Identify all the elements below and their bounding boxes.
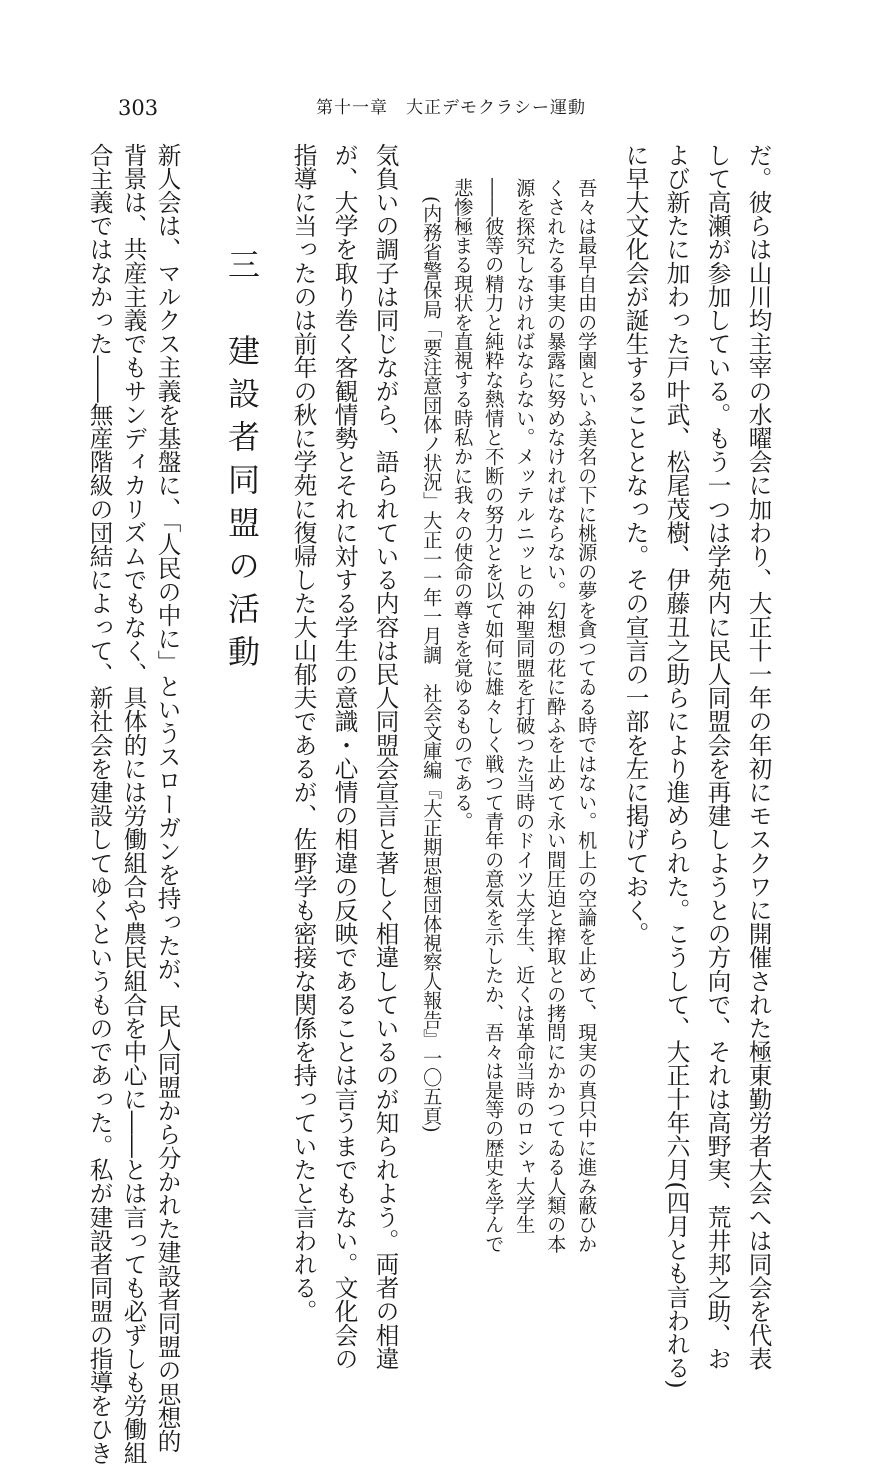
body-text-line: が、大学を取り巻く客観情勢とそれに対する学生の意識・心情の相違の反映であることは言うまでもない。文化会の [330, 143, 359, 1371]
body-text-line: に早大文化会が誕生することとなった。その宣言の一部を左に掲げておく。 [621, 143, 650, 946]
page-number: 303 [118, 96, 159, 120]
body-text-line: だ。彼らは山川均主宰の水曜会に加わり、大正十一年の年初にモスクワに開催された極東勤労者大会へは同会を代表 [744, 143, 773, 1371]
quotation-line: 悲惨極まる現状を直視する時私かに我々の使命の尊きを覚ゆるものである。 [451, 178, 475, 831]
body-text-line: 背景は、共産主義でもサンディカリズムでもなく、具体的には労働組合や農民組合を中心に――とは言っても必ずしも労働組 [119, 143, 148, 1465]
body-text-line: よび新たに加わった戸叶武、松尾茂樹、伊藤丑之助らにより進められた。こうして、大正十年六月(四月とも言われる) [662, 143, 691, 1389]
body-text-line: 合主義ではなかった――無産階級の団結によって、新社会を建設してゆくというものであった。私が建設者同盟の指導をひき [85, 143, 114, 1465]
quotation-line: ――彼等の精力と純粋な熱情と不断の努力とを以て如何に雄々しく戦つて青年の意気を示したか、吾々は是等の歴史を学んで [482, 178, 506, 1254]
quotation-line: 吾々は最早自由の学園といふ美名の下に桃源の夢を貪つてゐる時ではない。机上の空論を止めて、現実の真只中に進み蔽ひか [575, 178, 599, 1254]
running-header: 第十一章 大正デモクラシー運動 [316, 98, 586, 118]
body-text-line: 気負いの調子は同じながら、語られている内容は民人同盟会宣言と著しく相違しているのが知られよう。両者の相違 [371, 143, 400, 1371]
citation: (内務省警保局「要注意団体ノ状況」大正一一年一月調 社会文庫編『大正期思想団体視察人報告』一〇五頁) [420, 196, 444, 1133]
body-text-line: 指導に当ったのは前年の秋に学苑に復帰した大山郁夫であるが、佐野学も密接な関係を持っていたと言われる。 [289, 143, 318, 1323]
quotation-line: 源を探究しなければならない。メッテルニッヒの神聖同盟を打破つた当時のドイツ大学生、近くは革命当時のロシャ大学生 [513, 178, 537, 1234]
quotation-line: くされたる事実の暴露に努めなければならない。幻想の花に酔ふを止めて永い間圧迫と搾取との拷問にかかつてゐる人類の本 [544, 178, 568, 1254]
section-heading: 三 建設者同盟の活動 [223, 248, 261, 678]
body-text-line: して高瀬が参加している。もう一つは学苑内に民人同盟会を再建しようとの方向で、それは高野実、荒井邦之助、お [703, 143, 732, 1371]
body-text-line: 新人会は、マルクス主義を基盤に、「人民の中に」というスローガンを持ったが、民人同盟から分かれた建設者同盟の思想的 [153, 143, 182, 1453]
